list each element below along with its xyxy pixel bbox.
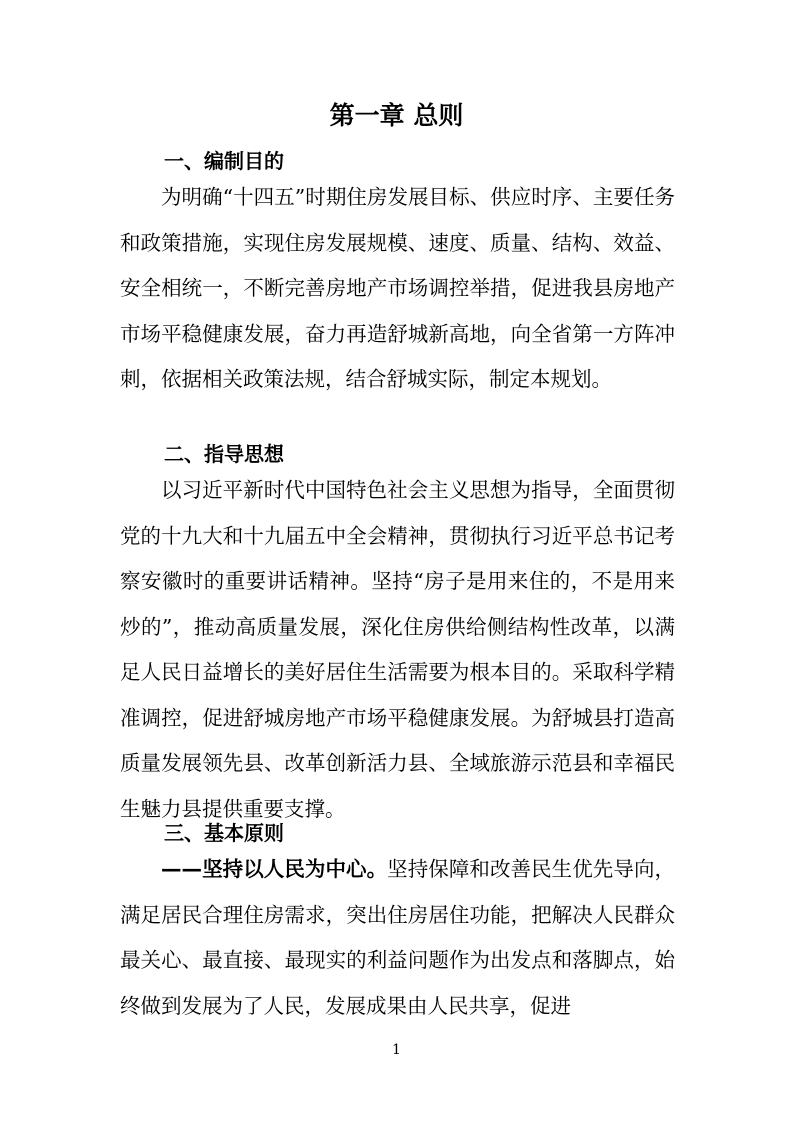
- principle-body-text: 坚持保障和改善民生优先导向，满足居民合理住房需求，突出住房居住功能，把解决人民群众最关心、最直接、最现实的利益问题作为出发点和落脚点，始终做到发展为了人民，发展成果由人民共享，促进: [120, 857, 676, 1018]
- chapter-title: 第一章 总则: [329, 101, 464, 130]
- section-paragraph-guiding-ideology: 以习近平新时代中国特色社会主义思想为指导，全面贯彻党的十九大和十九届五中全会精神，贯彻执行习近平总书记考察安徽时的重要讲话精神。坚持“房子是用来住的，不是用来炒的”，推动高质量发展，深化住房供给侧结构性改革，以满足人民日益增长的美好居住生活需要为根本目的。采取科学精准调控，促进舒城房地产市场平稳健康发展。为舒城县打造高质量发展领先县、改革创新活力县、全域旅游示范县和幸福民生魅力县提供重要支撑。: [120, 478, 675, 821]
- principle-lead-text: ——坚持以人民为中心。: [161, 857, 388, 881]
- page-number: 1: [392, 1042, 401, 1058]
- section-heading-basic-principles: 三、基本原则: [164, 821, 284, 845]
- section-paragraph-purpose: 为明确“十四五”时期住房发展目标、供应时序、主要任务和政策措施，实现住房发展规模、速度、质量、结构、效益、安全相统一，不断完善房地产市场调控举措，促进我县房地产市场平稳健康发展，奋力再造舒城新高地，向全省第一方阵冲刺，依据相关政策法规，结合舒城实际，制定本规划。: [120, 185, 675, 391]
- section-heading-purpose: 一、编制目的: [164, 149, 284, 173]
- section-paragraph-basic-principles: [120, 847, 675, 1029]
- section-heading-guiding-ideology: 二、指导思想: [164, 442, 284, 466]
